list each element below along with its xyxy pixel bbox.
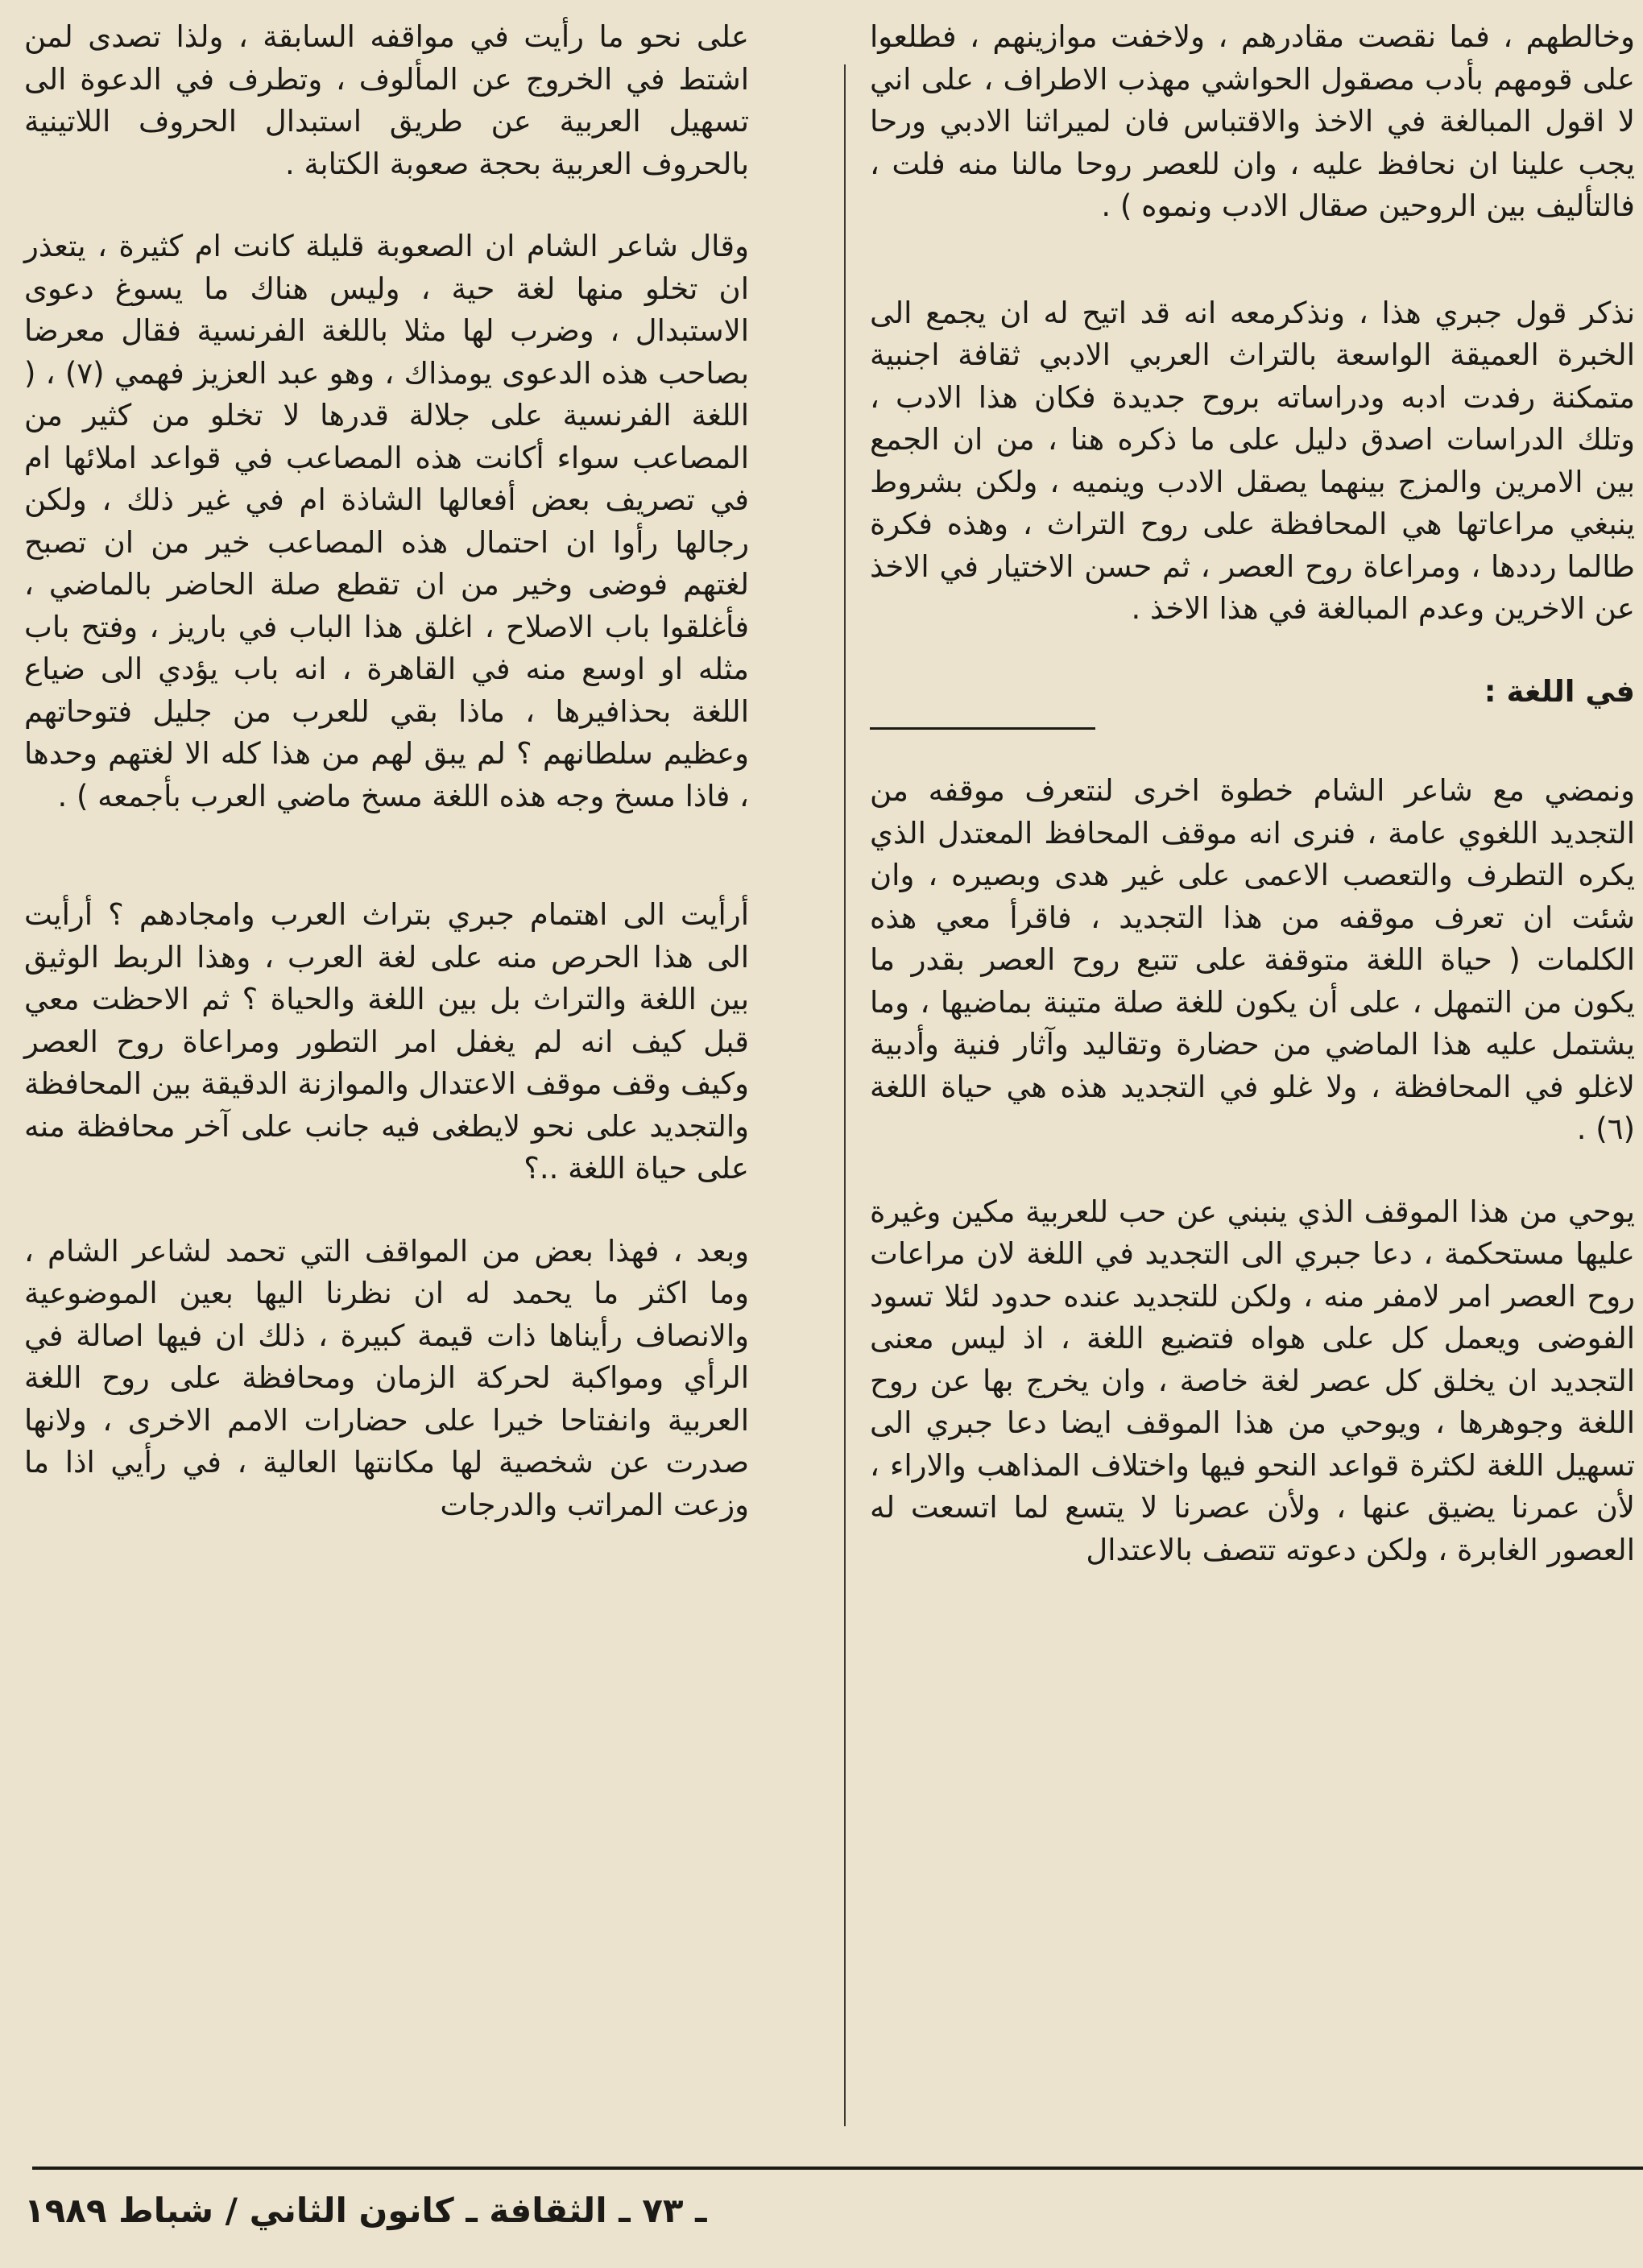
paragraph: على نحو ما رأيت في مواقفه السابقة ، ولذا تصدى لمن اشتط في الخروج عن المألوف ، وتطرف في الدعوة الى تسهيل العربية عن طريق استبدال الحروف اللاتينية بالحروف العربية بحجة صعوبة الكتابة .: [24, 19, 749, 181]
page-footer: ـ ٧٣ ـ الثقافة ـ كانون الثاني / شباط ١٩٨٩: [24, 2191, 707, 2230]
paragraph: ونمضي مع شاعر الشام خطوة اخرى لنتعرف موقفه من التجديد اللغوي عامة ، فنرى انه موقف المحافظ المعتدل الذي يكره التطرف والتعصب الاعمى على غير هدى وبصيره ، وان شئت ان تعرف موقفه من هذا التجديد ، فاقرأ معي هذه الكلمات ( حياة اللغة متوقفة على تتبع روح العصر بقدر ما يكون من التمهل ، على أن يكون للغة صلة متينة بماضيها ، وما يشتمل عليه هذا الماضي من حضارة وتقاليد وآثار فنية وأدبية لاغلو في المحافظة ، ولا غلو في التجديد هذه هي حياة اللغة (٦) .: [870, 773, 1635, 1146]
right-column: [870, 16, 1635, 1571]
paragraph: نذكر قول جبري هذا ، ونذكرمعه انه قد اتيح له ان يجمع الى الخبرة العميقة الواسعة بالتراث العربي الادبي ثقافة اجنبية متمكنة رفدت ادبه ودراساته بروح جديدة فكان هذا الادب ، وتلك الدراسات اصدق دليل على ما ذكره هنا ، من ان الجمع بين الامرين والمزج بينهما يصقل الادب وينميه ، ولكن بشروط ينبغي مراعاتها هي المحافظة على روح التراث ، وهذه فكرة طالما رددها ، ومراعاة روح العصر ، ثم حسن الاختيار في الاخذ عن الاخرين وعدم المبالغة في هذا الاخذ .: [870, 295, 1635, 626]
column-divider: [844, 64, 846, 2126]
left-column: [24, 16, 749, 1526]
paragraph: يوحي من هذا الموقف الذي ينبني عن حب للعربية مكين وغيرة عليها مستحكمة ، دعا جبري الى التجديد في اللغة لان مراعات روح العصر امر لامفر منه ، ولكن للتجديد عنده حدود لئلا تسود الفوضى ويعمل كل على هواه فتضيع اللغة ، اذ ليس معنى التجديد ان يخلق كل عصر لغة خاصة ، وان يخرج بها عن روح اللغة وجوهرها ، ويوحي من هذا الموقف ايضا دعا جبري الى تسهيل اللغة لكثرة قواعد النحو فيها واختلاف المذاهب والاراء ، لأن عمرنا يضيق عنها ، ولأن عصرنا لا يتسع لما اتسعت له العصور الغابرة ، ولكن دعوته تتصف بالاعتدال: [870, 1194, 1635, 1567]
paragraph: وخالطهم ، فما نقصت مقادرهم ، ولاخفت موازينهم ، فطلعوا على قومهم بأدب مصقول الحواشي مهذب الاطراف ، على اني لا اقول المبالغة في الاخذ والاقتباس فان لميراثنا الادبي ورحا يجب علينا ان نحافظ عليه ، وان للعصر روحا مالنا منه فلت ، فالتأليف بين الروحين صقال الادب ونموه ) .: [870, 19, 1635, 223]
heading-underline: [870, 727, 1095, 730]
section-heading-block: [870, 671, 1635, 730]
section-heading: في اللغة :: [1484, 673, 1635, 709]
paragraph: وقال شاعر الشام ان الصعوبة قليلة كانت ام كثيرة ، يتعذر ان تخلو منها لغة حية ، وليس هناك ما يسوغ دعوى الاستبدال ، وضرب لها مثلا باللغة الفرنسية فقال معرضا بصاحب هذه الدعوى يومذاك ، وهو عبد العزيز فهمي (٧) ، ( اللغة الفرنسية على جلالة قدرها لا تخلو من كثير من المصاعب سواء أكانت هذه المصاعب في قواعد املائها ام في تصريف بعض أفعالها الشاذة ام في غير ذلك ، ولكن رجالها رأوا ان احتمال هذه المصاعب خير من ان تصبح لغتهم فوضى وخير من ان تقطع صلة الحاضر بالماضي ، فأغلقوا باب الاصلاح ، اغلق هذا الباب في باريز ، وفتح باب مثله او اوسع منه في القاهرة ، انه باب يؤدي الى ضياع اللغة بحذافيرها ، ماذا بقي للعرب من جليل فتوحاتهم وعظيم سلطانهم ؟ لم يبق لهم من هذا كله الا لغتهم وحدها ، فاذا مسخ وجه هذه اللغة مسخ ماضي العرب بأجمعه ) .: [24, 229, 749, 813]
footer-divider: [32, 2167, 1643, 2170]
paragraph: أرأيت الى اهتمام جبري بتراث العرب وامجادهم ؟ أرأيت الى هذا الحرص منه على لغة العرب ، وهذا الربط الوثيق بين اللغة والتراث بل بين اللغة والحياة ؟ ثم الاحظت معي قبل كيف انه لم يغفل امر التطور ومراعاة روح العصر وكيف وقف موقف الاعتدال والموازنة الدقيقة بين المحافظة والتجديد على نحو لايطغى فيه جانب على آخر محافظة منه على حياة اللغة ..؟: [24, 897, 749, 1186]
paragraph: وبعد ، فهذا بعض من المواقف التي تحمد لشاعر الشام ، وما اكثر ما يحمد له ان نظرنا اليها بعين الموضوعية والانصاف رأيناها ذات قيمة كبيرة ، ذلك ان فيها اصالة في الرأي ومواكبة لحركة الزمان ومحافظة على روح اللغة العربية وانفتاحا خيرا على حضارات الامم الاخرى ، ولانها صدرت عن شخصية لها مكانتها العالية ، في رأيي اذا ما وزعت المراتب والدرجات: [24, 1233, 749, 1522]
